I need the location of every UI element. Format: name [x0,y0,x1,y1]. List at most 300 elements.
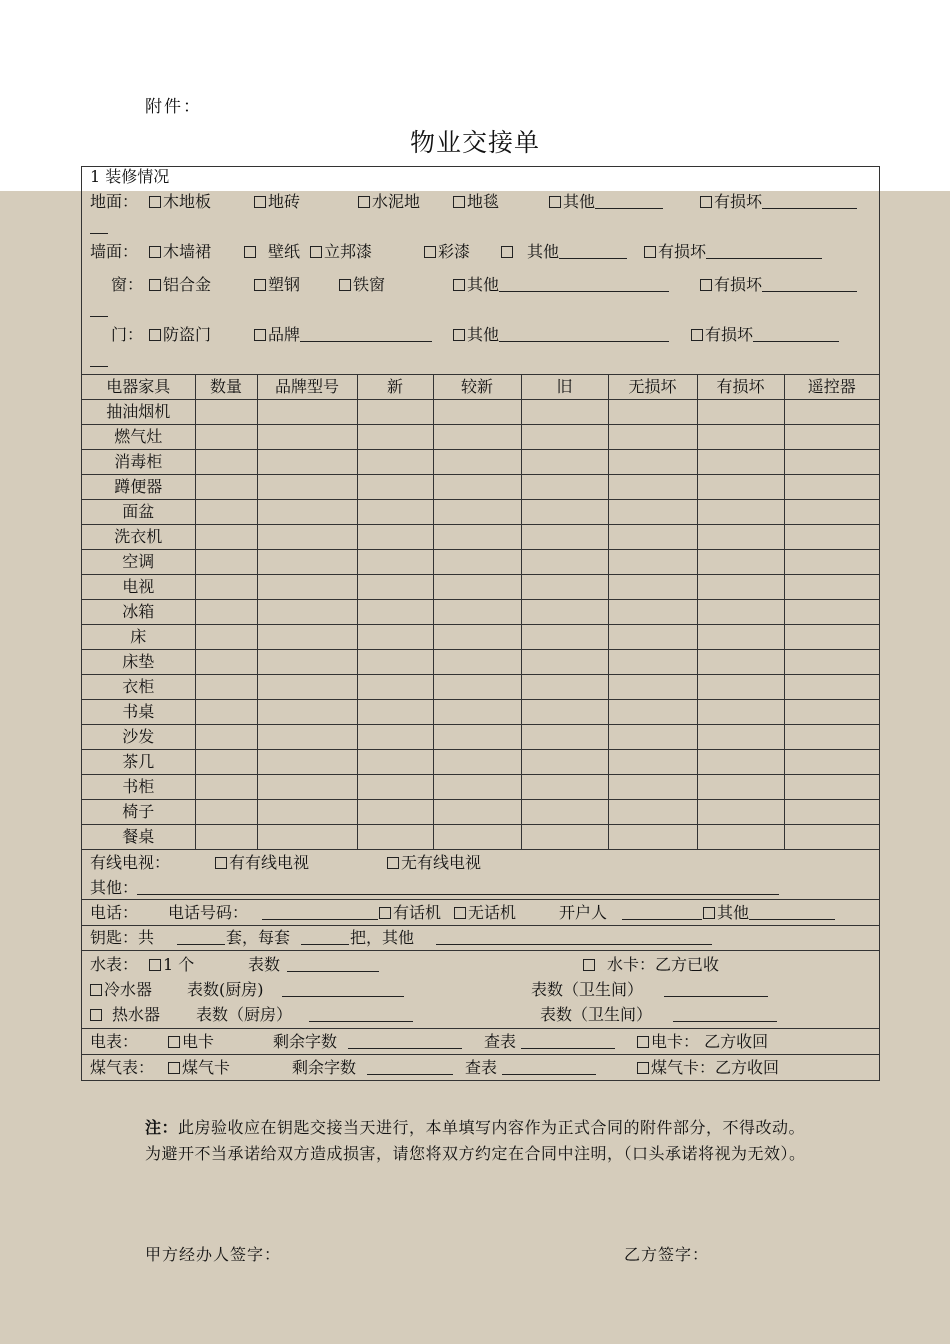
table-cell[interactable] [608,425,697,450]
table-cell[interactable] [784,700,879,725]
checkbox-icon[interactable] [700,279,712,291]
appliance-name: 床垫 [82,650,195,675]
table-cell[interactable] [195,400,257,425]
electric-card-option[interactable]: 电卡 [168,1029,214,1054]
table-cell[interactable] [433,800,521,825]
table-cell[interactable] [433,675,521,700]
checkbox-icon[interactable] [90,1009,102,1021]
table-cell[interactable] [195,675,257,700]
floor-option-other[interactable]: 其他 [549,189,663,214]
cold-bath-label: 表数（卫生间） [531,980,644,1000]
table-cell[interactable] [195,500,257,525]
table-cell[interactable] [697,400,784,425]
floor-damaged-field-cont[interactable] [90,217,108,234]
table-cell[interactable] [257,625,357,650]
table-cell[interactable] [357,450,433,475]
table-cell[interactable] [521,500,608,525]
decoration-section [82,167,879,375]
table-cell[interactable] [521,825,608,850]
water-card[interactable]: 水卡：乙方已收 [583,952,719,977]
table-cell[interactable] [784,750,879,775]
table-cell[interactable] [195,625,257,650]
table-cell[interactable] [433,550,521,575]
table-cell[interactable] [521,800,608,825]
gas-remaining-field[interactable] [367,1058,453,1075]
electric-card-received[interactable]: 电卡： 乙方收回 [637,1029,768,1054]
table-row [82,625,879,650]
table-cell[interactable] [433,700,521,725]
table-cell[interactable] [697,550,784,575]
checkbox-icon[interactable] [168,1062,180,1074]
water-label: 水表： [90,955,139,975]
appliance-name: 书柜 [82,775,195,800]
table-cell[interactable] [697,725,784,750]
door-brand-field[interactable] [300,325,432,342]
door-other-field[interactable] [499,325,669,342]
phone-other-field[interactable] [749,903,835,920]
table-cell[interactable] [608,650,697,675]
table-cell[interactable] [257,450,357,475]
table-row [82,500,879,525]
gas-check-field[interactable] [502,1058,596,1075]
table-cell[interactable] [195,825,257,850]
hot-bath-label: 表数（卫生间） [540,1005,653,1025]
table-cell[interactable] [697,825,784,850]
keys-sets-field[interactable] [177,928,225,945]
checkbox-icon[interactable] [149,196,161,208]
checkbox-icon[interactable] [453,329,465,341]
table-cell[interactable] [521,475,608,500]
table-cell[interactable] [195,525,257,550]
table-cell[interactable] [784,600,879,625]
table-cell[interactable] [195,425,257,450]
table-cell[interactable] [784,675,879,700]
checkbox-icon[interactable] [254,329,266,341]
table-cell[interactable] [257,575,357,600]
table-cell[interactable] [521,650,608,675]
table-cell[interactable] [697,675,784,700]
checkbox-icon[interactable] [149,959,161,971]
checkbox-icon[interactable] [424,246,436,258]
electric-remaining-field[interactable] [348,1032,462,1049]
cold-water-option[interactable]: 冷水器 [90,977,152,1002]
table-cell[interactable] [784,550,879,575]
table-cell[interactable] [357,725,433,750]
window-option-other[interactable]: 其他 [453,272,669,297]
cable-other-field[interactable] [137,878,779,895]
table-cell[interactable] [608,700,697,725]
table-cell[interactable] [433,625,521,650]
wall-option-other[interactable]: 其他 [501,239,627,264]
column-header: 品牌型号 [257,375,357,400]
floor-option-cement[interactable]: 水泥地 [358,189,420,214]
table-cell[interactable] [357,600,433,625]
checkbox-icon[interactable] [637,1036,649,1048]
checkbox-icon[interactable] [90,984,102,996]
hot-bath-field[interactable] [673,1005,777,1022]
table-row [82,725,879,750]
table-cell[interactable] [257,750,357,775]
table-cell[interactable] [608,550,697,575]
electric-remaining-label: 剩余字数 [273,1032,338,1052]
table-cell[interactable] [521,450,608,475]
table-cell[interactable] [784,400,879,425]
cold-bath-field[interactable] [664,980,768,997]
gas-card-received[interactable]: 煤气卡：乙方收回 [637,1055,779,1080]
floor-option-tile[interactable]: 地砖 [254,189,300,214]
table-cell[interactable] [433,650,521,675]
table-cell[interactable] [195,800,257,825]
table-cell[interactable] [608,500,697,525]
phone-number-field[interactable] [262,903,378,920]
table-cell[interactable] [433,450,521,475]
checkbox-icon[interactable] [703,907,715,919]
table-cell[interactable] [608,675,697,700]
table-cell[interactable] [608,775,697,800]
table-cell[interactable] [195,450,257,475]
table-cell[interactable] [433,400,521,425]
table-cell[interactable] [357,750,433,775]
attachment-label: 附件： [145,97,202,117]
table-cell[interactable] [784,450,879,475]
table-cell[interactable] [697,625,784,650]
appliance-name: 床 [82,625,195,650]
table-cell[interactable] [257,800,357,825]
checkbox-icon[interactable] [387,857,399,869]
table-cell[interactable] [697,450,784,475]
gas-card-option[interactable]: 煤气卡 [168,1055,230,1080]
table-cell[interactable] [357,625,433,650]
table-cell[interactable] [608,525,697,550]
table-row [82,750,879,775]
table-cell[interactable] [257,550,357,575]
table-cell[interactable] [697,800,784,825]
column-header: 旧 [521,375,608,400]
checkbox-icon[interactable] [583,959,595,971]
table-cell[interactable] [521,775,608,800]
electric-check-label: 查表 [484,1032,517,1052]
table-cell[interactable] [784,425,879,450]
table-cell[interactable] [357,575,433,600]
table-cell[interactable] [195,600,257,625]
checkbox-icon[interactable] [168,1036,180,1048]
table-cell[interactable] [608,825,697,850]
table-cell[interactable] [608,450,697,475]
phone-none-option[interactable]: 无话机 [454,900,516,925]
wall-damaged-field[interactable] [706,242,822,259]
table-cell[interactable] [521,575,608,600]
hot-kitchen-field[interactable] [309,1005,413,1022]
table-cell[interactable] [784,825,879,850]
window-damaged-field-cont[interactable] [90,300,108,317]
phone-section [82,900,879,926]
table-cell[interactable] [608,575,697,600]
table-row [82,600,879,625]
water-section [82,952,879,1029]
column-header: 有损坏 [697,375,784,400]
table-cell[interactable] [521,625,608,650]
table-cell[interactable] [697,650,784,675]
table-cell[interactable] [357,475,433,500]
table-cell[interactable] [433,475,521,500]
table-cell[interactable] [697,425,784,450]
table-cell[interactable] [784,800,879,825]
wall-damaged[interactable]: 有损坏 [644,239,822,264]
checkbox-icon[interactable] [244,246,256,258]
cold-kitchen-label: 表数(厨房) [187,980,264,1000]
checkbox-icon[interactable] [339,279,351,291]
hot-kitchen-label: 表数（厨房） [196,1005,293,1025]
appliance-name: 抽油烟机 [82,400,195,425]
appliance-name: 餐桌 [82,825,195,850]
electric-check-field[interactable] [521,1032,615,1049]
table-row [82,800,879,825]
table-cell[interactable] [521,700,608,725]
table-cell[interactable] [697,475,784,500]
table-cell[interactable] [784,650,879,675]
table-cell[interactable] [521,725,608,750]
gas-section [82,1055,879,1080]
table-cell[interactable] [433,725,521,750]
checkbox-icon[interactable] [644,246,656,258]
keys-total-label: 钥匙：共 [90,928,155,948]
checkbox-icon[interactable] [149,329,161,341]
window-damaged[interactable]: 有损坏 [700,272,857,297]
phone-label: 电话： [90,903,139,923]
table-cell[interactable] [697,700,784,725]
table-cell[interactable] [257,525,357,550]
checkbox-icon[interactable] [215,857,227,869]
checkbox-icon[interactable] [149,279,161,291]
cable-none-option[interactable]: 无有线电视 [387,850,481,875]
table-cell[interactable] [195,650,257,675]
wall-option-wainscot[interactable]: 木墙裙 [149,239,211,264]
checkbox-icon[interactable] [453,279,465,291]
table-cell[interactable] [521,425,608,450]
phone-owner-label: 开户人 [559,903,608,923]
table-cell[interactable] [357,800,433,825]
keys-other-field[interactable] [436,928,712,945]
table-cell[interactable] [195,575,257,600]
party-a-signature-label: 甲方经办人签字： [145,1245,282,1264]
table-cell[interactable] [257,675,357,700]
cable-section [82,850,879,900]
table-cell[interactable] [784,725,879,750]
appliance-name: 椅子 [82,800,195,825]
table-cell[interactable] [433,500,521,525]
table-cell[interactable] [357,700,433,725]
table-row [82,400,879,425]
table-cell[interactable] [608,475,697,500]
door-option-security[interactable]: 防盗门 [149,322,211,347]
water-reading-field[interactable] [287,955,379,972]
table-cell[interactable] [521,675,608,700]
keys-pieces-field[interactable] [301,928,349,945]
table-row [82,650,879,675]
floor-damaged-field[interactable] [762,192,857,209]
table-cell[interactable] [357,550,433,575]
table-cell[interactable] [257,425,357,450]
floor-option-wood[interactable]: 木地板 [149,189,211,214]
party-b-signature-label: 乙方签字： [624,1245,710,1264]
table-cell[interactable] [357,500,433,525]
water-count-option[interactable]: 1 个 [149,952,194,977]
keys-section [82,926,879,951]
gas-label: 煤气表： [90,1058,155,1078]
table-cell[interactable] [257,700,357,725]
table-cell[interactable] [433,750,521,775]
table-cell[interactable] [784,525,879,550]
column-header: 无损坏 [608,375,697,400]
window-option-plastic-steel[interactable]: 塑钢 [254,272,300,297]
phone-has-option[interactable]: 有话机 [379,900,441,925]
table-cell[interactable] [257,825,357,850]
table-cell[interactable] [697,750,784,775]
table-cell[interactable] [608,800,697,825]
cable-has-option[interactable]: 有有线电视 [215,850,309,875]
window-other-field[interactable] [499,275,669,292]
table-cell[interactable] [521,400,608,425]
floor-damaged[interactable]: 有损坏 [700,189,857,214]
table-cell[interactable] [784,625,879,650]
checkbox-icon[interactable] [379,907,391,919]
table-cell[interactable] [195,750,257,775]
wall-other-field[interactable] [559,242,627,259]
table-cell[interactable] [433,825,521,850]
door-option-brand[interactable]: 品牌 [254,322,432,347]
gas-check-label: 查表 [465,1058,498,1078]
appliance-name: 沙发 [82,725,195,750]
water-reading-label: 表数 [248,955,281,975]
table-cell[interactable] [784,475,879,500]
table-cell[interactable] [697,575,784,600]
wall-option-paint[interactable]: 立邦漆 [310,239,372,264]
appliance-name: 面盆 [82,500,195,525]
table-cell[interactable] [521,525,608,550]
door-damaged-field[interactable] [753,325,839,342]
table-cell[interactable] [357,425,433,450]
note-text: 此房验收应在钥匙交接当天进行，本单填写内容作为正式合同的附件部分，不得改动。 为避开不当承诺给双方造成损害，请您将双方约定在合同中注明，（口头承诺将视为无效）。 [145,1118,806,1163]
hot-water-option[interactable]: 热水器 [90,1002,160,1027]
floor-label: 地面： [90,192,139,211]
window-damaged-field[interactable] [762,275,857,292]
table-cell[interactable] [697,525,784,550]
table-cell[interactable] [608,725,697,750]
checkbox-icon[interactable] [358,196,370,208]
table-cell[interactable] [433,600,521,625]
table-cell[interactable] [357,400,433,425]
table-cell[interactable] [195,475,257,500]
checkbox-icon[interactable] [691,329,703,341]
table-cell[interactable] [784,575,879,600]
checkbox-icon[interactable] [254,279,266,291]
table-cell[interactable] [195,700,257,725]
column-header: 数量 [195,375,257,400]
table-cell[interactable] [521,750,608,775]
table-cell[interactable] [433,575,521,600]
phone-other-option[interactable]: 其他 [703,900,835,925]
table-cell[interactable] [433,425,521,450]
table-cell[interactable] [697,600,784,625]
table-cell[interactable] [357,775,433,800]
table-cell[interactable] [433,775,521,800]
checkbox-icon[interactable] [453,196,465,208]
wall-label: 墙面： [90,242,139,261]
table-row [82,825,879,850]
table-cell[interactable] [257,500,357,525]
door-label: 门： [111,325,144,344]
checkbox-icon[interactable] [549,196,561,208]
checkbox-icon[interactable] [149,246,161,258]
phone-owner-field[interactable] [622,903,702,920]
door-option-other[interactable]: 其他 [453,322,669,347]
table-cell[interactable] [257,475,357,500]
table-cell[interactable] [195,775,257,800]
cable-other-label: 其他： [90,878,139,898]
window-option-iron[interactable]: 铁窗 [339,272,385,297]
wall-option-wallpaper[interactable]: 壁纸 [244,239,300,264]
appliance-name: 茶几 [82,750,195,775]
door-damaged[interactable]: 有损坏 [691,322,839,347]
table-row [82,425,879,450]
table-cell[interactable] [608,750,697,775]
table-cell[interactable] [433,525,521,550]
checkbox-icon[interactable] [637,1062,649,1074]
table-cell[interactable] [357,650,433,675]
table-cell[interactable] [257,600,357,625]
table-cell[interactable] [195,550,257,575]
window-option-aluminum[interactable]: 铝合金 [149,272,211,297]
note-prefix: 注： [145,1118,179,1137]
table-cell[interactable] [257,400,357,425]
table-cell[interactable] [357,675,433,700]
appliance-name: 衣柜 [82,675,195,700]
table-cell[interactable] [257,775,357,800]
table-cell[interactable] [608,625,697,650]
table-cell[interactable] [195,725,257,750]
table-row [82,525,879,550]
table-cell[interactable] [521,600,608,625]
table-cell[interactable] [608,600,697,625]
table-cell[interactable] [257,725,357,750]
appliance-name: 电视 [82,575,195,600]
checkbox-icon[interactable] [501,246,513,258]
table-cell[interactable] [784,500,879,525]
cold-kitchen-field[interactable] [282,980,404,997]
table-row [82,775,879,800]
appliance-name: 燃气灶 [82,425,195,450]
table-cell[interactable] [697,775,784,800]
wall-option-color-paint[interactable]: 彩漆 [424,239,470,264]
checkbox-icon[interactable] [254,196,266,208]
table-cell[interactable] [357,525,433,550]
checkbox-icon[interactable] [700,196,712,208]
table-cell[interactable] [608,400,697,425]
appliance-name: 空调 [82,550,195,575]
checkbox-icon[interactable] [454,907,466,919]
table-cell[interactable] [784,775,879,800]
checkbox-icon[interactable] [310,246,322,258]
table-cell[interactable] [697,500,784,525]
gas-remaining-label: 剩余字数 [292,1058,357,1078]
page-title: 物业交接单 [409,128,540,157]
door-damaged-field-cont[interactable] [90,350,108,367]
table-cell[interactable] [257,650,357,675]
floor-option-carpet[interactable]: 地毯 [453,189,499,214]
table-cell[interactable] [521,550,608,575]
table-cell[interactable] [357,825,433,850]
floor-other-field[interactable] [595,192,663,209]
